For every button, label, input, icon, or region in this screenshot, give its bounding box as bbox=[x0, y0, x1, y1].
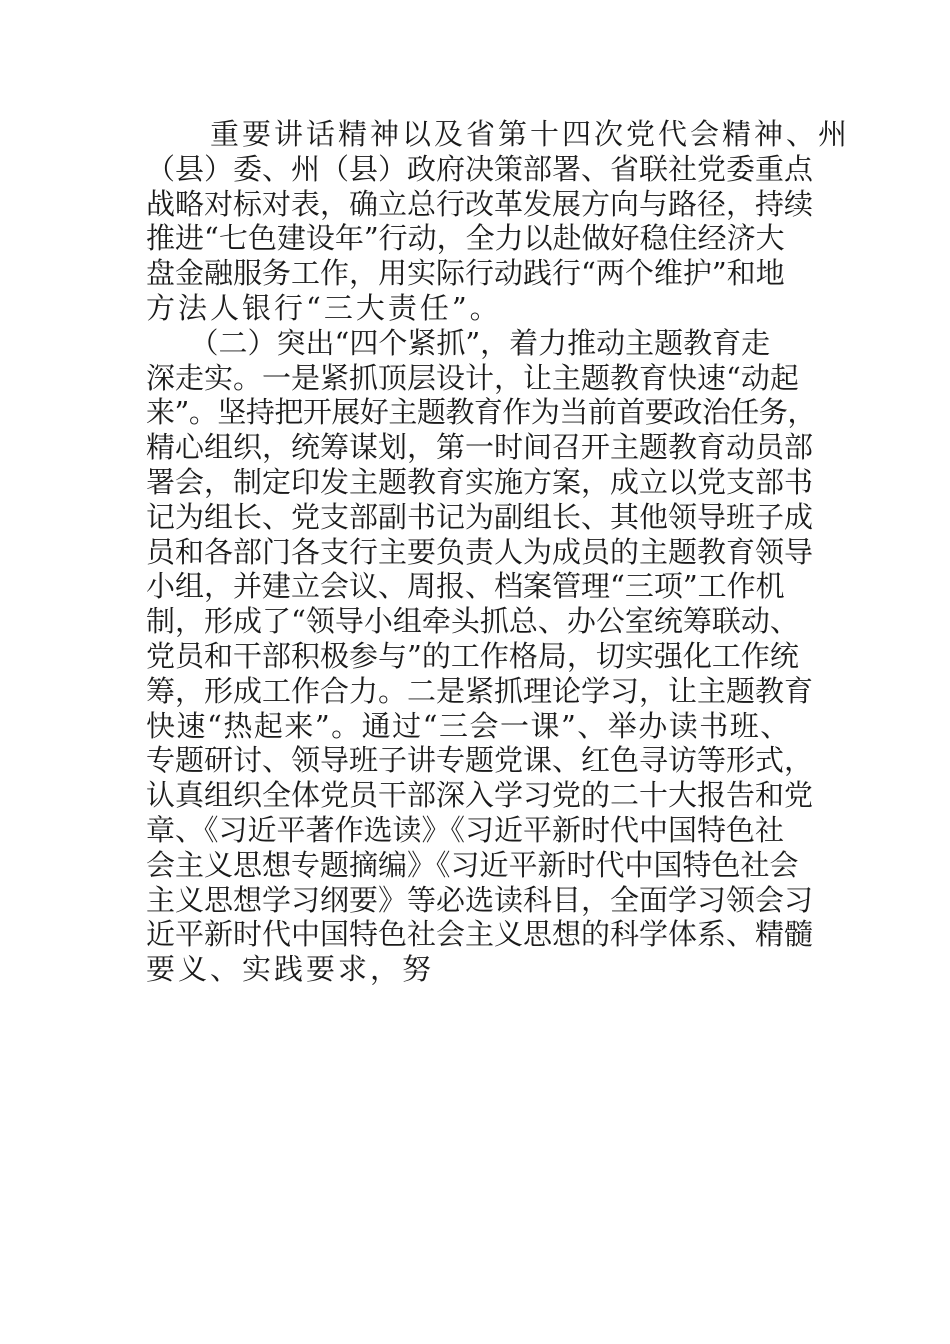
text-line: 署会，制定印发主题教育实施方案，成立以党支部书 bbox=[146, 464, 814, 499]
text-line: （县）委、州（县）政府决策部署、省联社党委重点 bbox=[146, 151, 814, 186]
text-line: 来”。坚持把开展好主题教育作为当前首要政治任务， bbox=[146, 395, 816, 430]
text-line: 制，形成了“领导小组牵头抓总、办公室统筹联动、 bbox=[146, 604, 799, 639]
text-line: 战略对标对表，确立总行改革发展方向与路径，持续 bbox=[146, 186, 814, 221]
text-line: 推进“七色建设年”行动，全力以赴做好稳住经济大 bbox=[146, 221, 785, 256]
text-line: 记为组长、党支部副书记为副组长、其他领导班子成 bbox=[146, 499, 814, 534]
text-line: 会主义思想专题摘编》《习近平新时代中国特色社会 bbox=[146, 847, 799, 882]
text-line: 主义思想学习纲要》等必选读科目，全面学习领会习 bbox=[146, 882, 814, 917]
document-body bbox=[146, 117, 851, 987]
text-line: 筹，形成工作合力。二是紧抓理论学习，让主题教育 bbox=[146, 673, 814, 708]
text-line: 小组，并建立会议、周报、档案管理“三项”工作机 bbox=[146, 569, 785, 604]
text-line: 章、《习近平著作选读》《习近平新时代中国特色社 bbox=[146, 812, 785, 847]
text-line: 盘金融服务工作，用实际行动践行“两个维护”和地 bbox=[146, 256, 785, 291]
text-line: 员和各部门各支行主要负责人为成员的主题教育领导 bbox=[146, 534, 814, 569]
text-line: 要义、实践要求，努 bbox=[146, 952, 435, 987]
text-line: （二）突出“四个紧抓”，着力推动主题教育走 bbox=[146, 325, 771, 360]
text-line: 深走实。一是紧抓顶层设计，让主题教育快速“动起 bbox=[146, 360, 799, 395]
text-line: 快速“热起来”。通过“三会一课”、举办读书班、 bbox=[146, 708, 791, 743]
text-line: 专题研讨、领导班子讲专题党课、红色寻访等形式， bbox=[146, 743, 814, 778]
text-line: 重要讲话精神以及省第十四次党代会精神、州 bbox=[146, 117, 851, 151]
text-line: 党员和干部积极参与”的工作格局，切实强化工作统 bbox=[146, 638, 799, 673]
text-line: 精心组织，统筹谋划，第一时间召开主题教育动员部 bbox=[146, 430, 814, 465]
text-line: 方法人银行“三大责任”。 bbox=[146, 290, 502, 325]
text-line: 近平新时代中国特色社会主义思想的科学体系、精髓 bbox=[146, 917, 814, 952]
text-line: 认真组织全体党员干部深入学习党的二十大报告和党 bbox=[146, 778, 814, 813]
